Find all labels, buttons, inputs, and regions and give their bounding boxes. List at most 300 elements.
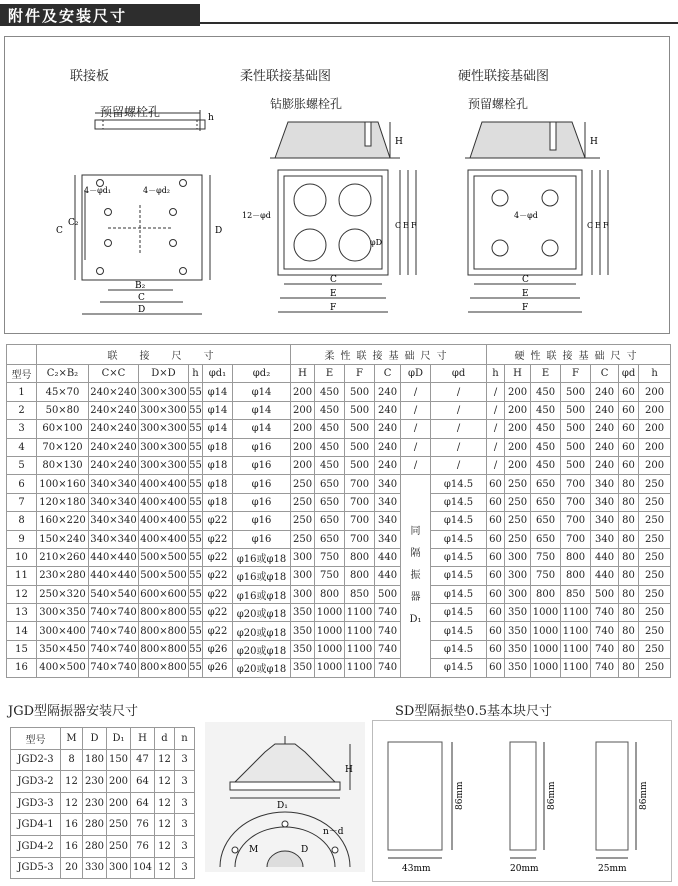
jgd-cell: 230 (83, 792, 107, 814)
jgd-cell: 150 (107, 749, 131, 771)
rigid-f-label: F (603, 221, 609, 230)
jgd-cell: 250 (107, 835, 131, 857)
table-row (7, 659, 671, 677)
table-cell: 750 (531, 548, 561, 566)
column-header: F (345, 365, 375, 383)
jgd-body (11, 749, 195, 879)
table-cell: φ14.5 (431, 604, 487, 622)
table-row (7, 420, 671, 438)
table-cell: 200 (291, 438, 315, 456)
flex-h-label: H (395, 137, 403, 147)
note-char: 振 (410, 569, 421, 581)
table-cell: 250 (639, 548, 671, 566)
table-cell: 340×340 (89, 530, 139, 548)
table-cell: 850 (345, 585, 375, 603)
table-cell: 340×340 (89, 512, 139, 530)
table-cell: 300 (291, 585, 315, 603)
flex-c-label: C (395, 221, 402, 230)
table-cell: 450 (315, 383, 345, 401)
table-cell: / (487, 438, 505, 456)
table-cell: 80 (619, 493, 639, 511)
plate-h-label: h (208, 113, 214, 123)
table-cell: 80 (619, 585, 639, 603)
jgd-cell: JGD4-2 (11, 835, 61, 857)
table-cell: 60 (619, 420, 639, 438)
table-cell: 200 (291, 383, 315, 401)
plate-c-bottom-label: C (138, 293, 145, 303)
table-cell: 60 (487, 604, 505, 622)
table-cell: 200 (639, 401, 671, 419)
table-cell: φ14.5 (431, 622, 487, 640)
table-cell: 500 (345, 438, 375, 456)
table-cell: 340 (591, 530, 619, 548)
table-cell: 350 (291, 640, 315, 658)
sd-title: SD型隔振垫0.5基本块尺寸 (395, 704, 553, 719)
table-cell: / (431, 383, 487, 401)
column-header: h (189, 365, 203, 383)
table-cell: 350 (505, 604, 531, 622)
table-cell: 150×240 (37, 530, 89, 548)
table-cell: 650 (315, 530, 345, 548)
jgd-cell: 12 (155, 792, 175, 814)
table-cell: 1100 (561, 659, 591, 677)
rigid-e-label: E (595, 221, 601, 230)
table-cell: 9 (7, 530, 37, 548)
jgd-row (11, 814, 195, 836)
rigid-holes-label: 4－φd (514, 211, 538, 220)
jgd-cell: JGD3-2 (11, 771, 61, 793)
jgd-column-header: D (83, 728, 107, 750)
table-cell: 300×300 (139, 383, 189, 401)
table-cell: 340×340 (89, 475, 139, 493)
table-cell: 60 (487, 585, 505, 603)
flexible-drawing (240, 110, 430, 325)
table-cell: 450 (315, 420, 345, 438)
table-cell: 80 (619, 548, 639, 566)
table-cell: 300 (505, 567, 531, 585)
table-cell: 700 (561, 530, 591, 548)
flex-e-bottom: E (330, 289, 337, 299)
column-header: 型号 (7, 365, 37, 383)
table-cell: 500 (561, 456, 591, 474)
table-cell: φ20或φ18 (233, 640, 291, 658)
jgd-cell: 250 (107, 814, 131, 836)
table-cell: 500 (561, 420, 591, 438)
table-cell: 500×500 (139, 567, 189, 585)
table-cell: 55 (189, 401, 203, 419)
table-row (7, 383, 671, 401)
table-cell: φ20或φ18 (233, 604, 291, 622)
column-header: E (531, 365, 561, 383)
table-cell: 55 (189, 438, 203, 456)
table-cell: 80 (619, 659, 639, 677)
table-cell: 500 (345, 383, 375, 401)
table-cell: φ14 (203, 401, 233, 419)
table-cell: 240 (375, 420, 401, 438)
table-cell: 450 (315, 456, 345, 474)
table-cell: φ14 (233, 401, 291, 419)
table-cell: 55 (189, 548, 203, 566)
table-cell: 740 (375, 640, 401, 658)
table-cell: 1000 (531, 604, 561, 622)
table-cell: 250 (505, 530, 531, 548)
table-row (7, 512, 671, 530)
table-cell: 250 (291, 530, 315, 548)
table-cell: 740 (591, 659, 619, 677)
header-bar (0, 4, 200, 26)
table-cell: φ16 (233, 512, 291, 530)
table-cell: 500 (375, 585, 401, 603)
table-cell: 250 (639, 604, 671, 622)
table-cell: 200 (291, 456, 315, 474)
table-cell: 200 (505, 401, 531, 419)
table-cell: 55 (189, 493, 203, 511)
table-cell: 300×350 (37, 604, 89, 622)
table-cell: 340 (591, 493, 619, 511)
table-cell: 10 (7, 548, 37, 566)
jgd-table (10, 727, 195, 879)
rigid-hole-label: 预留螺栓孔 (468, 97, 529, 111)
table-cell: φ22 (203, 548, 233, 566)
table-cell: 1100 (561, 622, 591, 640)
sd-drawing (372, 720, 670, 880)
table-cell: 60 (487, 493, 505, 511)
column-header: C (375, 365, 401, 383)
flex-f-label: F (411, 221, 417, 230)
table-cell: 800 (345, 548, 375, 566)
table-cell: φ16或φ18 (233, 548, 291, 566)
table-cell: 650 (315, 475, 345, 493)
table-cell: φ18 (203, 493, 233, 511)
table-row (7, 585, 671, 603)
table-cell: 400×400 (139, 512, 189, 530)
group-connection: 联 接 尺 寸 (37, 345, 291, 365)
table-cell: 60 (619, 383, 639, 401)
table-cell: 440 (591, 567, 619, 585)
table-cell: / (401, 420, 431, 438)
jgd-row (11, 771, 195, 793)
table-cell: φ18 (203, 456, 233, 474)
jgd-H-label: H (345, 765, 353, 775)
table-cell: 50×80 (37, 401, 89, 419)
table-cell: 250 (505, 493, 531, 511)
plate-d-bottom-label: D (138, 305, 146, 315)
table-cell: 60 (619, 456, 639, 474)
table-cell: 60 (487, 659, 505, 677)
section-header (0, 4, 678, 26)
jgd-cell: 180 (83, 749, 107, 771)
table-cell: φ22 (203, 567, 233, 585)
table-cell: 60 (619, 401, 639, 419)
table-cell: φ14.5 (431, 530, 487, 548)
table-cell: 400×400 (139, 530, 189, 548)
jgd-cell: 330 (83, 857, 107, 879)
table-cell: 250 (639, 530, 671, 548)
table-cell: 850 (561, 585, 591, 603)
table-cell: 80 (619, 567, 639, 585)
flex-e-label: E (403, 221, 409, 230)
table-cell: 300×300 (139, 420, 189, 438)
table-group-row (7, 345, 671, 365)
rigid-c-label: C (587, 221, 594, 230)
table-cell: 800×800 (139, 622, 189, 640)
sd-block3-h: 86mm (639, 781, 649, 810)
jgd-cell: 280 (83, 814, 107, 836)
table-cell: 240 (375, 456, 401, 474)
note-char: D₁ (409, 613, 422, 625)
table-cell: 210×260 (37, 548, 89, 566)
table-cell: 740 (375, 622, 401, 640)
table-cell: 12 (7, 585, 37, 603)
table-cell: 250 (291, 493, 315, 511)
table-cell: 200 (639, 456, 671, 474)
table-cell: 800 (531, 585, 561, 603)
table-cell: / (401, 401, 431, 419)
plate-d2-label: 4－φd₂ (143, 186, 171, 195)
flex-phiD-label: φD (370, 238, 383, 247)
table-cell: 1100 (345, 640, 375, 658)
table-cell: 750 (315, 548, 345, 566)
table-cell: 60 (487, 548, 505, 566)
table-cell: 240 (591, 383, 619, 401)
jgd-column-header: D₁ (107, 728, 131, 750)
column-header: H (505, 365, 531, 383)
jgd-column-header: M (61, 728, 83, 750)
table-cell: / (431, 420, 487, 438)
note-char: 器 (410, 591, 421, 603)
table-cell: 60 (487, 530, 505, 548)
table-cell: 70×120 (37, 438, 89, 456)
table-row (7, 456, 671, 474)
table-cell: 250 (291, 475, 315, 493)
table-cell: 15 (7, 640, 37, 658)
table-cell: 11 (7, 567, 37, 585)
jgd-cell: 16 (61, 814, 83, 836)
table-cell: φ18 (203, 438, 233, 456)
table-cell: 160×220 (37, 512, 89, 530)
table-cell: 540×540 (89, 585, 139, 603)
plate-d1-label: 4－φd₁ (84, 186, 112, 195)
table-cell: 240×240 (89, 401, 139, 419)
table-cell: 250 (639, 512, 671, 530)
table-cell: 750 (315, 567, 345, 585)
table-cell: 240×240 (89, 383, 139, 401)
jgd-row (11, 792, 195, 814)
table-cell: 1000 (531, 622, 561, 640)
table-cell: 350 (505, 640, 531, 658)
jgd-cell: 3 (175, 792, 195, 814)
table-row (7, 622, 671, 640)
table-cell: 700 (345, 530, 375, 548)
jgd-cell: JGD5-3 (11, 857, 61, 879)
table-cell: 55 (189, 456, 203, 474)
table-cell: 200 (639, 438, 671, 456)
sd-block-3 (596, 742, 649, 874)
flex-holes-label: 12－φd (242, 211, 271, 220)
table-cell: φ16或φ18 (233, 567, 291, 585)
jgd-drawing (205, 722, 365, 872)
jgd-cell: 104 (131, 857, 155, 879)
table-cell: 200 (505, 456, 531, 474)
plate-title: 联接板 (70, 69, 110, 84)
table-cell: 200 (639, 383, 671, 401)
sd-block-2 (510, 742, 557, 874)
jgd-cell: JGD2-3 (11, 749, 61, 771)
table-cell: 500 (561, 438, 591, 456)
table-cell: 450 (531, 420, 561, 438)
table-cell: 340 (591, 512, 619, 530)
table-cell: 350 (505, 622, 531, 640)
table-cell: 250 (639, 622, 671, 640)
table-cell: 240 (375, 438, 401, 456)
table-cell: 250 (505, 512, 531, 530)
jgd-cell: JGD4-1 (11, 814, 61, 836)
table-cell: 60 (487, 567, 505, 585)
column-header: φd₁ (203, 365, 233, 383)
table-cell: φ22 (203, 530, 233, 548)
table-cell: 60 (487, 622, 505, 640)
table-cell: 650 (531, 512, 561, 530)
table-cell: φ14 (203, 383, 233, 401)
jgd-cell: JGD3-3 (11, 792, 61, 814)
jgd-cell: 64 (131, 771, 155, 793)
rigid-drawing (450, 110, 640, 325)
jgd-cell: 76 (131, 814, 155, 836)
table-cell: 440 (375, 548, 401, 566)
table-cell: 1000 (315, 640, 345, 658)
jgd-cell: 3 (175, 749, 195, 771)
table-cell: 440×440 (89, 548, 139, 566)
table-cell: 800×800 (139, 604, 189, 622)
table-cell: 200 (291, 401, 315, 419)
column-header: C₂×B₂ (37, 365, 89, 383)
table-cell: φ16 (233, 530, 291, 548)
table-cell: φ14.5 (431, 548, 487, 566)
table-cell: 740 (375, 604, 401, 622)
plate-hole-label: 预留螺栓孔 (100, 105, 161, 119)
jgd-cell: 12 (155, 814, 175, 836)
table-cell: 7 (7, 493, 37, 511)
plate-d-label: D (215, 226, 223, 236)
table-cell: / (487, 456, 505, 474)
jgd-cell: 47 (131, 749, 155, 771)
table-cell: 600×600 (139, 585, 189, 603)
sd-block1-w: 43mm (402, 864, 431, 874)
table-cell: 340 (375, 512, 401, 530)
table-cell: 740×740 (89, 622, 139, 640)
table-cell: / (431, 438, 487, 456)
jgd-cell: 20 (61, 857, 83, 879)
table-cell: 80 (619, 640, 639, 658)
table-cell: 500 (561, 383, 591, 401)
table-cell: 100×160 (37, 475, 89, 493)
table-cell: 340 (375, 493, 401, 511)
table-row (7, 438, 671, 456)
rigid-e-bottom: E (522, 289, 529, 299)
table-cell: 340 (375, 530, 401, 548)
table-cell: φ14 (203, 420, 233, 438)
flex-c-bottom: C (330, 275, 337, 285)
table-cell: 650 (531, 530, 561, 548)
table-cell: 55 (189, 659, 203, 677)
table-row (7, 475, 671, 493)
table-cell: 800 (345, 567, 375, 585)
table-cell: φ14.5 (431, 585, 487, 603)
column-header: φd (431, 365, 487, 383)
sd-block1-h: 86mm (455, 781, 465, 810)
table-cell: 240 (591, 456, 619, 474)
column-header: H (291, 365, 315, 383)
table-cell: 200 (639, 420, 671, 438)
table-cell: 60 (487, 512, 505, 530)
table-cell: 200 (505, 438, 531, 456)
jgd-row (11, 749, 195, 771)
jgd-column-header: 型号 (11, 728, 61, 750)
table-cell: 45×70 (37, 383, 89, 401)
table-cell: 740 (375, 659, 401, 677)
jgd-column-header: d (155, 728, 175, 750)
table-cell: φ16 (233, 456, 291, 474)
table-cell: 500 (345, 456, 375, 474)
jgd-cell: 12 (155, 857, 175, 879)
table-cell: 1 (7, 383, 37, 401)
table-cell: 1000 (531, 640, 561, 658)
table-cell: 800 (561, 548, 591, 566)
table-cell: 450 (531, 383, 561, 401)
table-cell: φ18 (203, 475, 233, 493)
table-cell: / (401, 383, 431, 401)
table-cell: 440×440 (89, 567, 139, 585)
jgd-cell: 8 (61, 749, 83, 771)
table-cell: 250 (639, 640, 671, 658)
table-cell: 240 (591, 401, 619, 419)
jgd-cell: 200 (107, 771, 131, 793)
jgd-cell: 12 (155, 771, 175, 793)
jgd-column-header: n (175, 728, 195, 750)
table-cell: 450 (531, 401, 561, 419)
flexible-hole-label: 钻膨胀螺栓孔 (270, 97, 343, 111)
jgd-cell: 16 (61, 835, 83, 857)
table-cell: 60 (487, 640, 505, 658)
table-cell: 1000 (531, 659, 561, 677)
table-cell: 5 (7, 456, 37, 474)
table-cell: φ16 (233, 493, 291, 511)
table-cell: 740×740 (89, 659, 139, 677)
table-cell: 250 (505, 475, 531, 493)
table-cell: / (487, 401, 505, 419)
table-cell: 340 (375, 475, 401, 493)
table-cell: φ14 (233, 420, 291, 438)
table-cell: 440 (591, 548, 619, 566)
table-cell: 55 (189, 475, 203, 493)
table-cell: 750 (531, 567, 561, 585)
table-cell: / (431, 401, 487, 419)
table-cell: 650 (315, 493, 345, 511)
table-cell: 700 (345, 475, 375, 493)
table-cell: 440 (375, 567, 401, 585)
table-cell: φ16或φ18 (233, 585, 291, 603)
table-cell: φ20或φ18 (233, 622, 291, 640)
table-cell: 55 (189, 512, 203, 530)
table-cell: 740 (591, 640, 619, 658)
table-cell: 240 (375, 401, 401, 419)
table-cell: 14 (7, 622, 37, 640)
same-isolator-note (401, 475, 431, 677)
jgd-cell: 12 (155, 749, 175, 771)
jgd-cell: 200 (107, 792, 131, 814)
sd-block3-w: 25mm (598, 864, 627, 874)
table-cell: 450 (315, 401, 345, 419)
